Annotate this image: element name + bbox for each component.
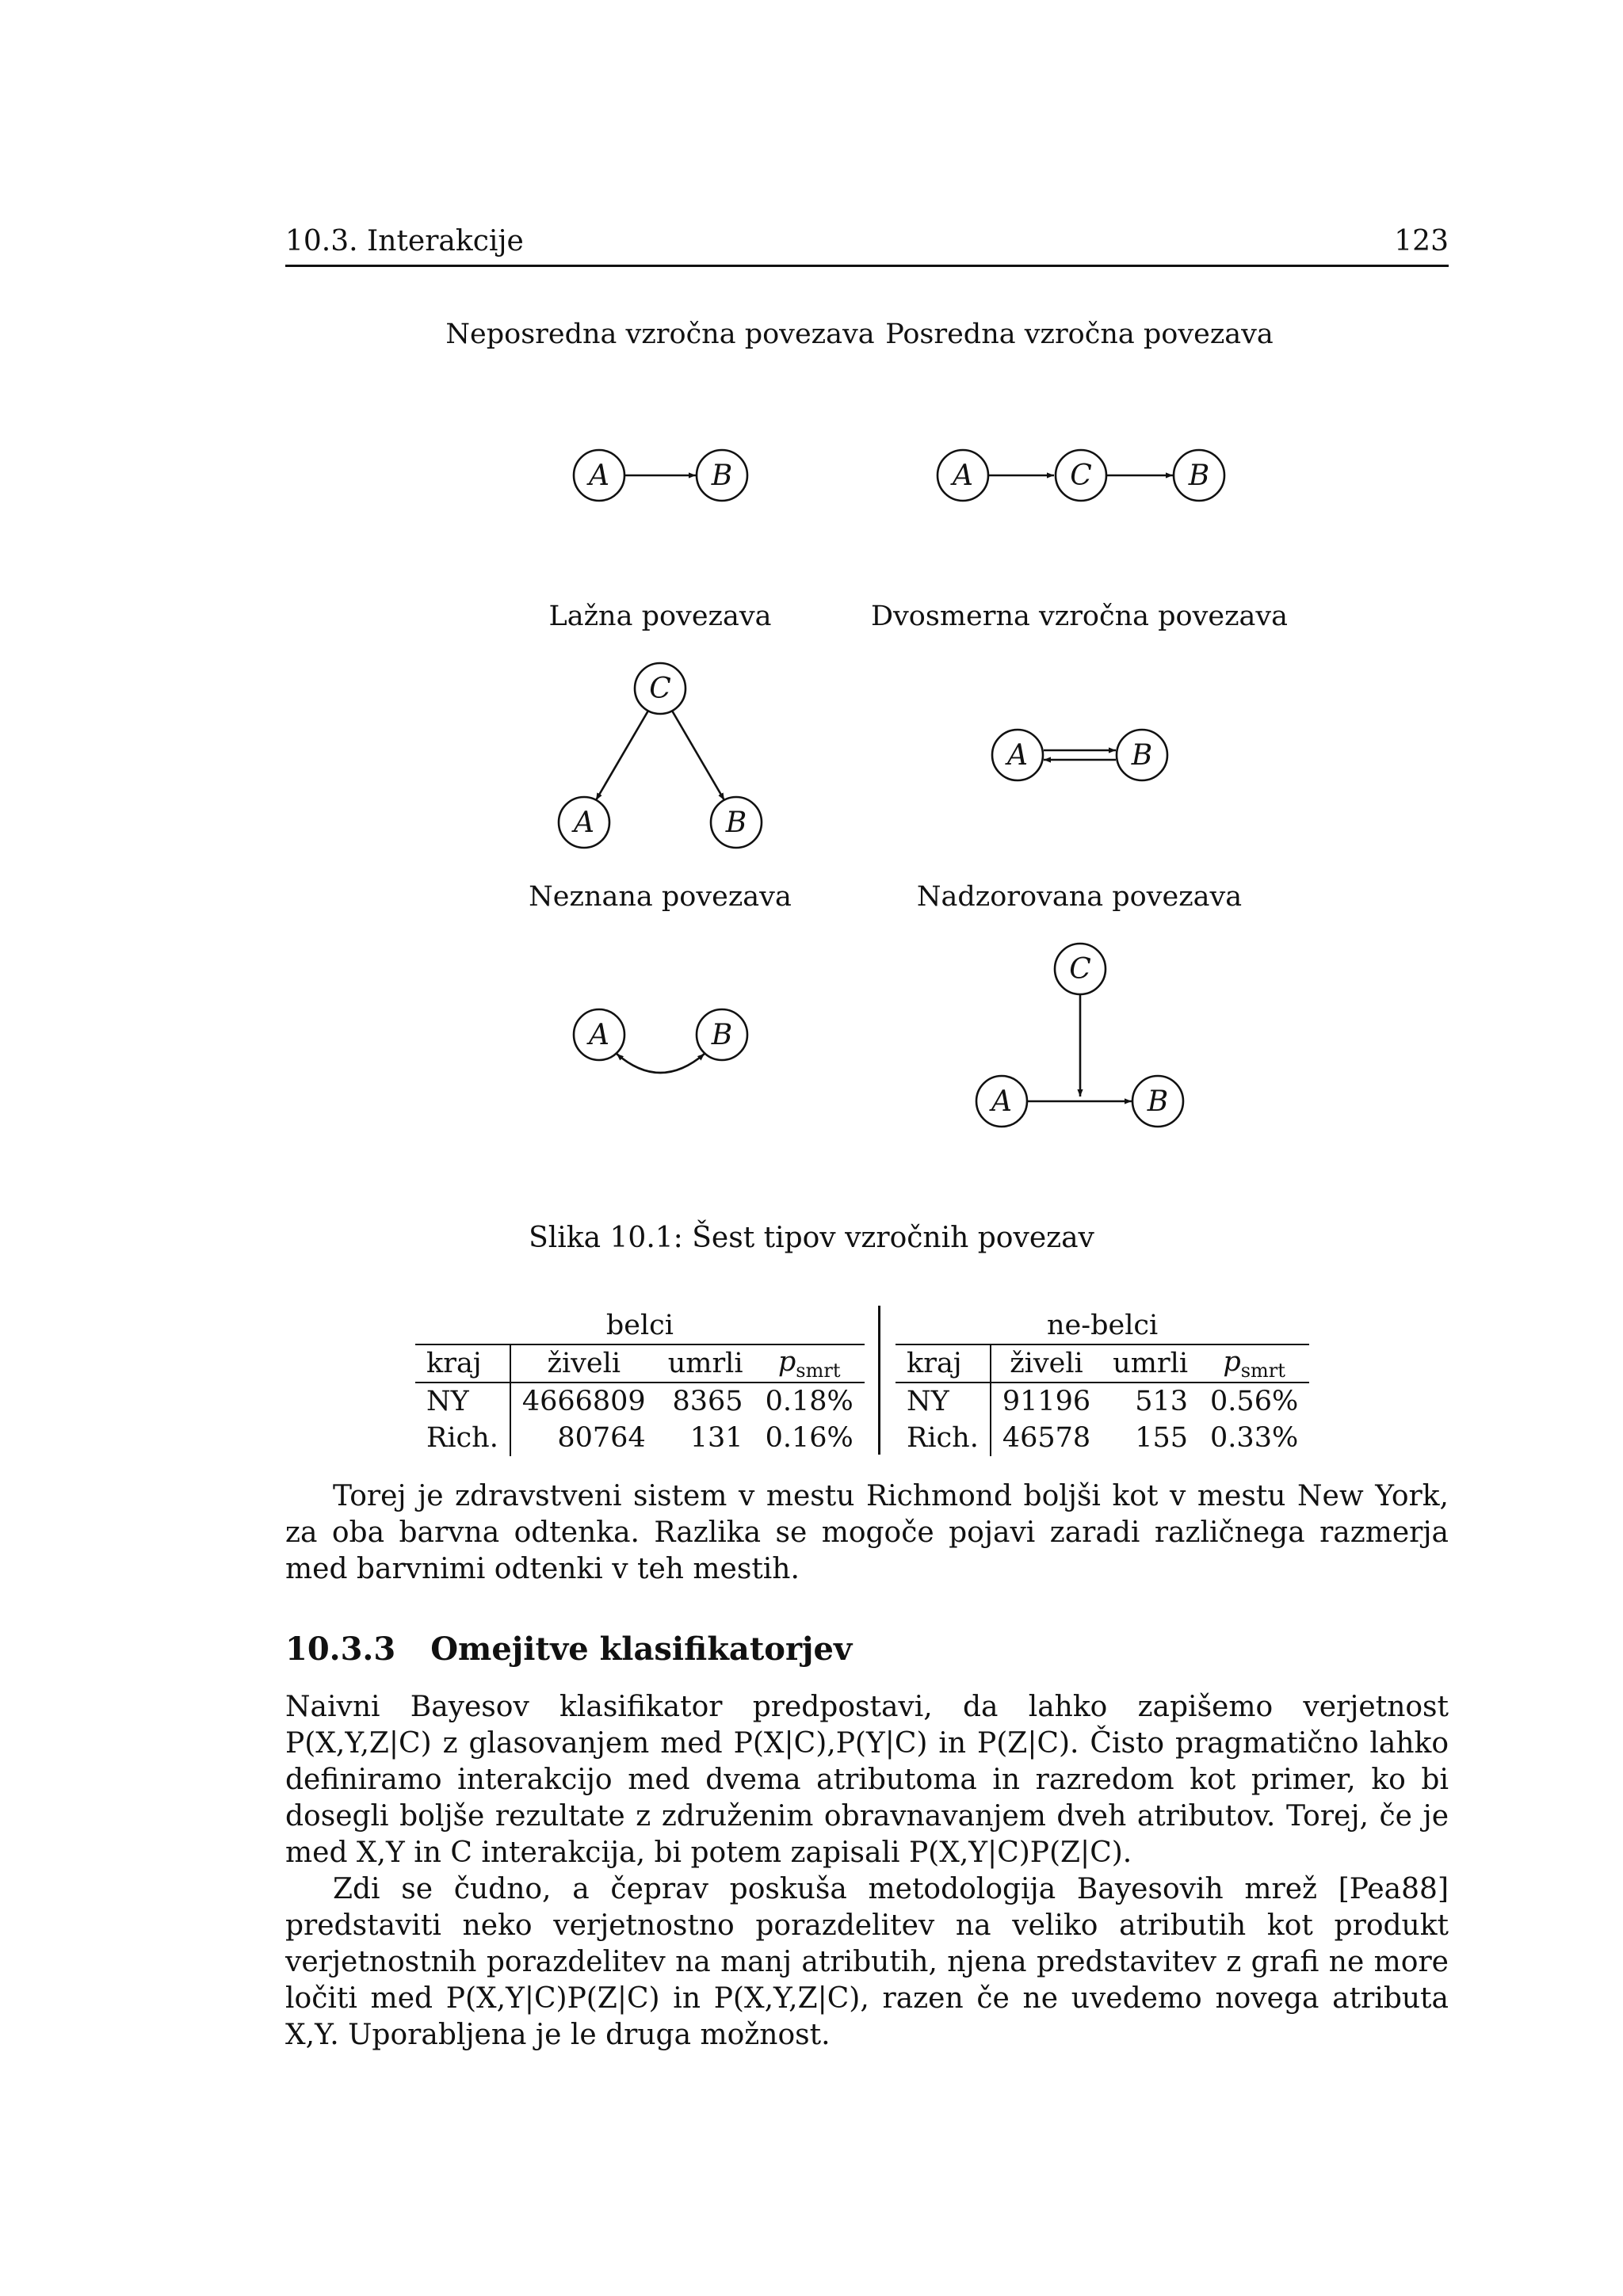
- svg-text:B: B: [1147, 1085, 1169, 1118]
- col-header-p-smrt: $p_{smrt}$: [754, 1344, 865, 1383]
- node-a: [574, 450, 624, 501]
- table-belci: [415, 1307, 865, 1456]
- node-a: [574, 1009, 624, 1060]
- table-cell: NY: [896, 1383, 991, 1420]
- col-header: kraj: [896, 1344, 991, 1383]
- panel-title-indirect: Posredna vzročna povezava: [885, 318, 1274, 350]
- node-a: [938, 450, 988, 501]
- table-ne-belci: [896, 1307, 1309, 1456]
- node-b: [1174, 450, 1224, 501]
- svg-text:C: C: [1069, 953, 1091, 986]
- table-cell: 0.33%: [1210, 1422, 1299, 1454]
- section-title: Omejitve klasifikatorjev: [430, 1630, 853, 1668]
- svg-text:A: A: [1007, 739, 1028, 772]
- table-separator: [878, 1306, 880, 1455]
- table-header-row: [415, 1344, 865, 1383]
- table-cell: 155: [1135, 1422, 1189, 1454]
- node-c: [1055, 944, 1106, 994]
- diagram-spurious: [559, 663, 762, 848]
- node-b: [1117, 730, 1167, 780]
- table-cell: 0.16%: [765, 1422, 854, 1454]
- node-a: [992, 730, 1043, 780]
- svg-text:A: A: [991, 1085, 1012, 1118]
- node-a: [559, 797, 609, 848]
- diagram-controlled: [976, 944, 1183, 1127]
- svg-text:B: B: [1131, 739, 1153, 772]
- svg-text:B: B: [1188, 460, 1210, 492]
- table-cell: 0.56%: [1210, 1386, 1299, 1417]
- table-row: [415, 1383, 865, 1420]
- paragraph-conclusion: Torej je zdravstveni sistem v mestu Richmond boljši kot v mestu New York, za oba barvna odtenka. Razlika se mogoče pojavi zaradi različnega razmerja med barvnimi odtenki v teh mestih.: [285, 1480, 1449, 1585]
- table-cell: 46578: [1002, 1422, 1091, 1454]
- table-cell: 91196: [1002, 1386, 1091, 1417]
- table-cell: 0.18%: [765, 1386, 854, 1417]
- diagram-bidirectional: [992, 730, 1167, 780]
- svg-text:A: A: [953, 460, 973, 492]
- table-row: [896, 1420, 1309, 1456]
- node-c: [1056, 450, 1106, 501]
- edge-c-b: [672, 711, 724, 800]
- svg-text:C: C: [1070, 460, 1092, 492]
- svg-text:A: A: [589, 1019, 609, 1051]
- table-cell: 8365: [672, 1386, 743, 1417]
- paragraph-naive-bayes: Naivni Bayesov klasifikator predpostavi, da lahko zapišemo verjetnost P(X,Y,Z|C) z glasovanjem med P(X|C),P(Y|C) in P(Z|C). Čisto pragmatično lahko definiramo interakcijo med dvema atributoma in razredom kot primer, ko bi dosegli boljše rezultate z združenim obravnavanjem dveh atributov. Torej, če je med X,Y in C interakcija, bi potem zapisali P(X,Y|C)P(Z|C).: [285, 1691, 1449, 1869]
- svg-text:B: B: [725, 807, 747, 839]
- panel-title-controlled: Nadzorovana povezava: [916, 881, 1243, 913]
- table-group-label: belci: [605, 1310, 674, 1341]
- table-header-row: [896, 1344, 1309, 1383]
- node-b: [697, 1009, 747, 1060]
- svg-text:C: C: [649, 673, 671, 705]
- node-b: [711, 797, 762, 848]
- table-cell: 80764: [557, 1422, 646, 1454]
- diagram-indirect: [938, 450, 1224, 501]
- col-header: umrli: [1102, 1344, 1199, 1383]
- node-b: [697, 450, 747, 501]
- node-b: [1132, 1076, 1183, 1127]
- panel-title-spurious: Lažna povezava: [548, 601, 772, 632]
- table-cell: 131: [689, 1422, 743, 1454]
- diagram-unknown: [574, 1009, 747, 1073]
- panel-title-bidirectional: Dvosmerna vzročna povezava: [870, 601, 1289, 632]
- figure-caption: Slika 10.1: Šest tipov vzročnih povezav: [529, 1222, 1094, 1254]
- edge-a-b-curved: [617, 1054, 705, 1073]
- section-heading: [285, 1630, 852, 1668]
- table-cell: Rich.: [415, 1420, 510, 1456]
- col-header: kraj: [415, 1344, 510, 1383]
- table-cell: 513: [1135, 1386, 1189, 1417]
- table-row: [415, 1420, 865, 1456]
- svg-text:B: B: [711, 460, 733, 492]
- svg-text:A: A: [574, 807, 594, 839]
- col-header: umrli: [657, 1344, 754, 1383]
- node-a: [976, 1076, 1027, 1127]
- table-group-label: ne-belci: [1047, 1310, 1159, 1341]
- panel-title-direct: Neposredna vzročna povezava: [445, 318, 875, 350]
- table-cell: 4666809: [521, 1386, 646, 1417]
- running-header-section: 10.3. Interakcije: [285, 225, 524, 257]
- section-number: 10.3.3: [285, 1630, 396, 1668]
- col-header-p-smrt: $p_{smrt}$: [1199, 1344, 1309, 1383]
- panel-title-unknown: Neznana povezava: [529, 881, 792, 913]
- svg-text:B: B: [711, 1019, 733, 1051]
- table-cell: NY: [415, 1383, 510, 1420]
- node-c: [635, 663, 685, 714]
- diagram-direct: [574, 450, 747, 501]
- table-cell: Rich.: [896, 1420, 991, 1456]
- table-row: [896, 1383, 1309, 1420]
- svg-text:A: A: [589, 460, 609, 492]
- page-number: 123: [1394, 225, 1449, 257]
- col-header: živeli: [510, 1344, 657, 1383]
- col-header: živeli: [991, 1344, 1102, 1383]
- edge-c-a: [596, 711, 648, 800]
- paragraph-bayes-networks: Zdi se čudno, a čeprav poskuša metodologija Bayesovih mrež [Pea88] predstaviti neko verjetnostno porazdelitev na veliko atributih kot produkt verjetnostnih porazdelitev na manj atributih, njena predstavitev z grafi ne more ločiti med P(X,Y|C)P(Z|C) in P(X,Y,Z|C), razen če ne uvedemo novega atributa X,Y. Uporabljena je le druga možnost.: [285, 1873, 1449, 2051]
